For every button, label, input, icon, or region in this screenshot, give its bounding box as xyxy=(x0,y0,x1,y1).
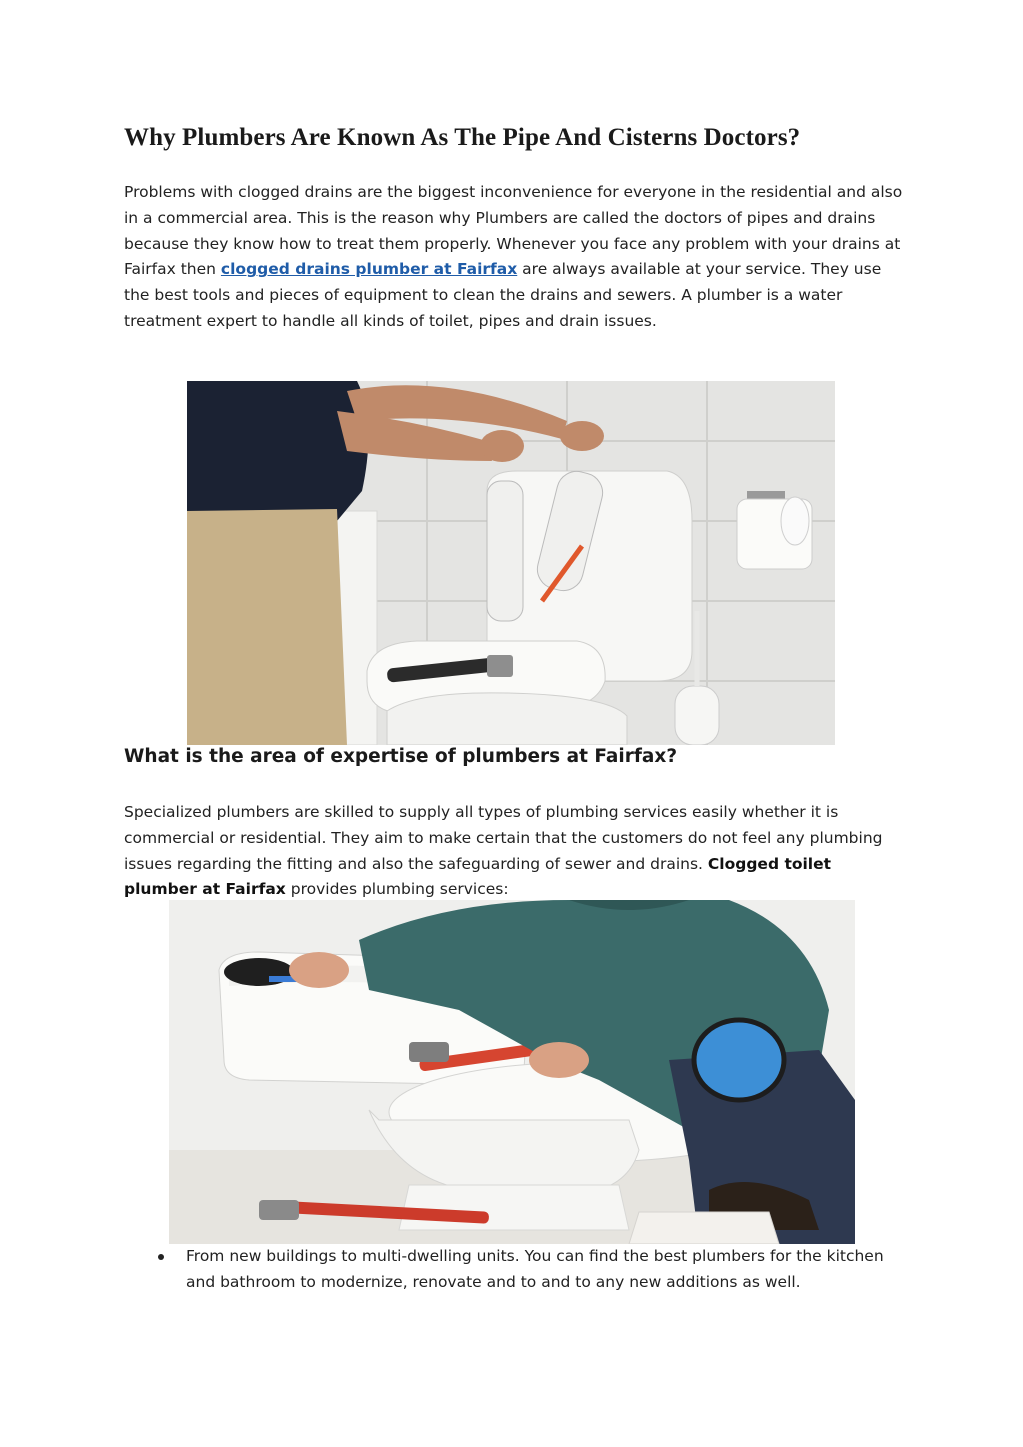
list-item xyxy=(150,1244,890,1295)
bullet-icon xyxy=(158,1254,164,1260)
clogged-drains-plumber-link[interactable]: clogged drains plumber at Fairfax xyxy=(220,260,518,279)
intro-text-start: Problems with clogged drains are the biggest inconvenience for everyone in the residential and also in a commercial area. This is the reason why Plumbers are called the doctors of pipes and drains because they know how to treat them properly. Whenever you face any problem with your drains at Fairfax then xyxy=(124,183,903,279)
bullet-text: From new buildings to multi-dwelling units. You can find the best plumbers for the kitchen and bathroom to modernize, renovate and to and to any new additions as well. xyxy=(186,1247,884,1291)
expertise-heading: What is the area of expertise of plumbers at Fairfax? xyxy=(124,746,678,767)
plumber-kneeling-photo xyxy=(169,900,855,1244)
plumber-cistern-photo xyxy=(187,381,835,745)
expertise-paragraph xyxy=(124,800,904,903)
expertise-text-end: provides plumbing services: xyxy=(285,880,509,899)
intro-paragraph xyxy=(124,180,904,335)
clogged-toilet-plumber-bold: Clogged toilet plumber at Fairfax xyxy=(124,854,832,899)
intro-text-end: are always available at your service. They use the best tools and pieces of equipment to clean the drains and sewers. A plumber is a water treatment expert to handle all kinds of toilet, pipes and drain issues. xyxy=(124,260,882,330)
expertise-text-start: Specialized plumbers are skilled to supply all types of plumbing services easily whether it is commercial or residential. They aim to make certain that the customers do not feel any plumbing issues regarding the fitting and also the safeguarding of sewer and drains. xyxy=(124,803,883,873)
services-list xyxy=(150,1244,890,1295)
page-title: Why Plumbers Are Known As The Pipe And Cisterns Doctors? xyxy=(124,124,801,151)
